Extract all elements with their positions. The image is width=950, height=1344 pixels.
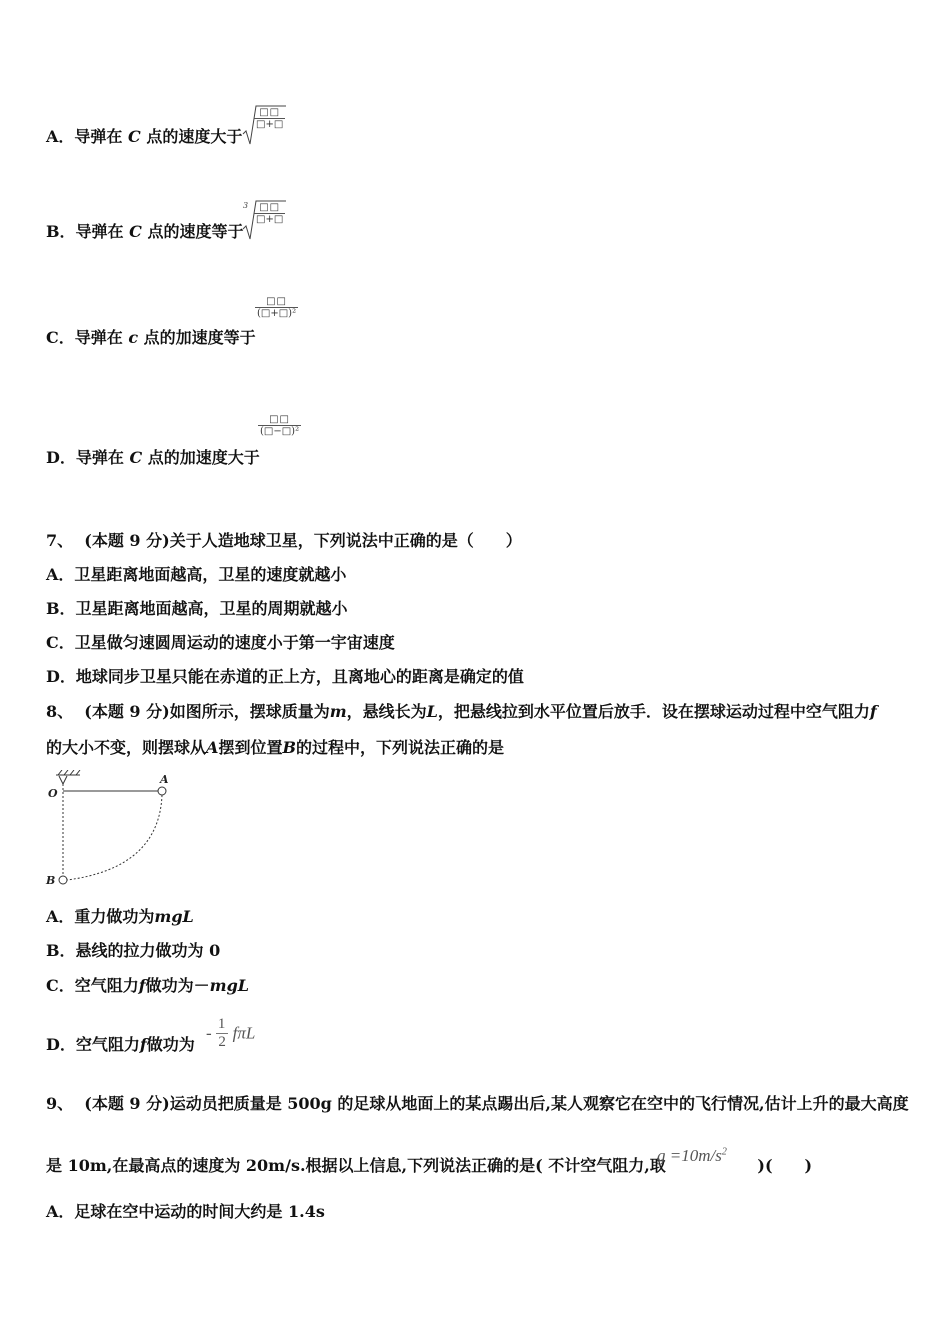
q6-c-fraction: $\frac{□□}{\text{(□+□)²}}$ — [257, 296, 297, 319]
q9-g-formula: $g =10m/s^2$ — [657, 1146, 727, 1165]
q9-option-a: A．足球在空中运动的时间大约是 1.4s — [46, 1202, 325, 1221]
q6-d-fraction: $\frac{□□}{\text{(□−□)²}}$ — [260, 414, 300, 437]
q7-stem: 7、 (本题 9 分)关于人造地球卫星，下列说法中正确的是（ ） — [46, 531, 522, 550]
label-b: B — [46, 874, 56, 887]
q8-option-a: A．重力做功为mgL — [46, 907, 194, 926]
q8-d-formula: - $\frac{1}{2}$ fπL — [206, 1016, 256, 1050]
q7-option-c: C．卫星做匀速圆周运动的速度小于第一宇宙速度 — [46, 633, 395, 652]
cube-root-index: 3 — [243, 201, 249, 210]
q7-option-a: A．卫星距离地面越高，卫星的速度就越小 — [46, 565, 347, 584]
q6-option-b: B．导弹在 C 点的速度等于 — [46, 222, 244, 241]
label-o: O — [48, 787, 58, 800]
q8-option-d: D．空气阻力f做功为 — [46, 1035, 195, 1054]
q6-a-fraction: $\frac{□□}{□+□}$ — [256, 107, 284, 130]
label-a: A — [160, 773, 169, 786]
pendulum-figure — [44, 770, 176, 892]
q7-option-b: B．卫星距离地面越高，卫星的周期就越小 — [46, 599, 348, 618]
ball-at-a — [158, 787, 166, 795]
q8-stem-line1: 8、 (本题 9 分)如图所示，摆球质量为m，悬线长为L，把悬线拉到水平位置后放手．设在摆球运动过程中空气阻力f — [46, 702, 877, 721]
q9-stem-line1: 9、 (本题 9 分)运动员把质量是 500g 的足球从地面上的某点踢出后,某人观察它在空中的飞行情况,估计上升的最大高度 — [46, 1094, 909, 1113]
swing-arc — [67, 795, 162, 880]
ball-at-b — [59, 876, 67, 884]
q8-stem-line2: 的大小不变，则摆球从A摆到位置B的过程中，下列说法正确的是 — [46, 738, 504, 757]
q9-stem-line2: 是 10m,在最高点的速度为 20m/s.根据以上信息,下列说法正确的是( 不计空气阻力,取 )( ) — [46, 1156, 813, 1175]
q6-option-c: C．导弹在 c 点的加速度等于 — [46, 328, 256, 347]
q8-option-b: B．悬线的拉力做功为 0 — [46, 941, 221, 960]
q7-option-d: D．地球同步卫星只能在赤道的正上方，且离地心的距离是确定的值 — [46, 667, 524, 686]
q8-option-c: C．空气阻力f做功为－mgL — [46, 976, 250, 995]
q6-option-d: D．导弹在 C 点的加速度大于 — [46, 448, 260, 467]
q6-option-a: A．导弹在 C 点的速度大于 — [46, 127, 243, 146]
ceiling-hatch-icon — [56, 770, 80, 784]
q6-b-fraction: $\frac{□□}{□+□}$ — [256, 202, 284, 225]
